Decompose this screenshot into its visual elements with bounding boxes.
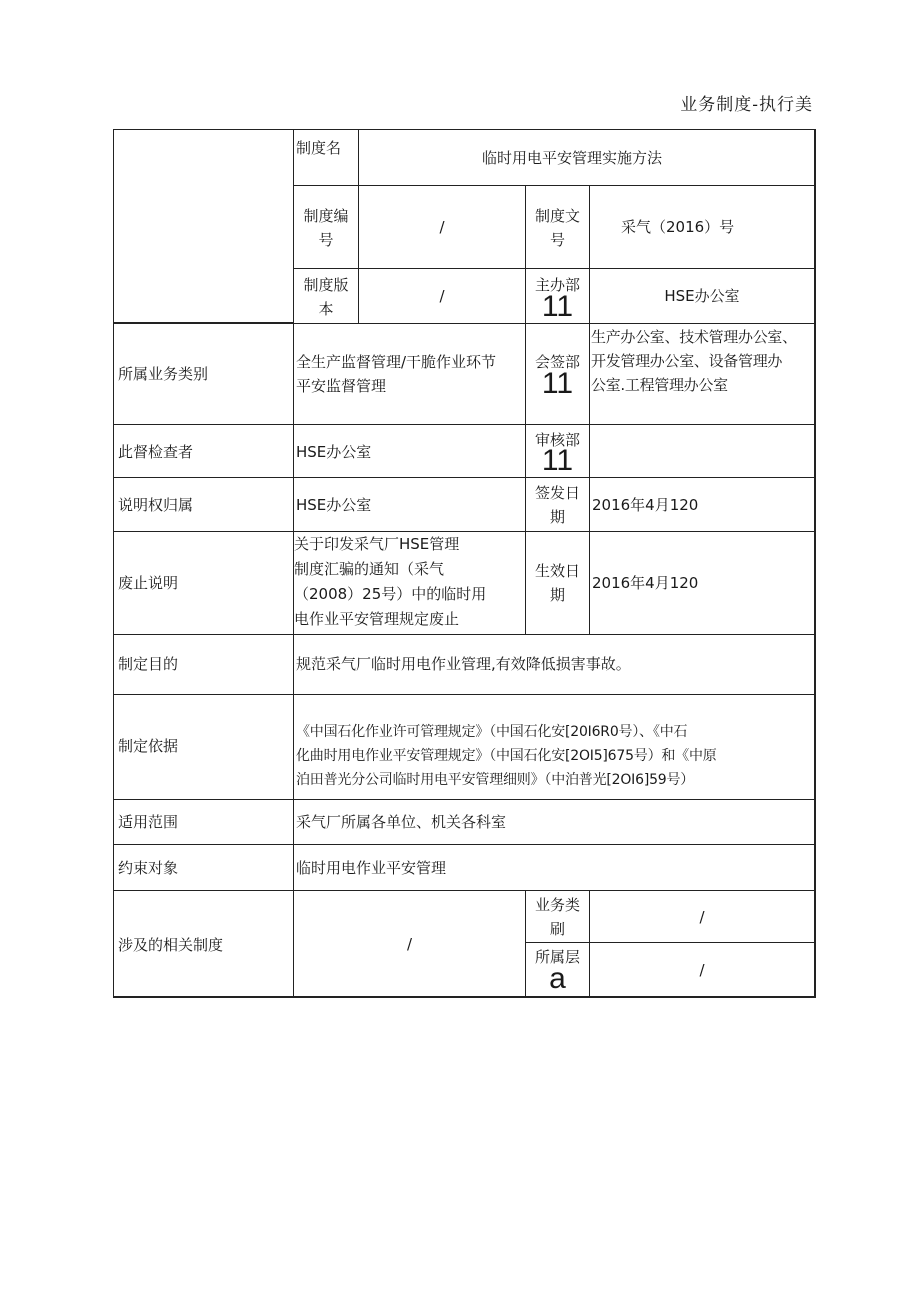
review-label-cell bbox=[525, 424, 590, 478]
interp-label-cell bbox=[113, 477, 294, 532]
blank-cell bbox=[113, 129, 294, 323]
issue-date-label-cell bbox=[525, 477, 590, 532]
cosign-value-cell bbox=[589, 323, 815, 425]
issue-date-label: 签发日 期 bbox=[534, 484, 580, 526]
purpose-value: 规范采气厂临时用电作业管理,有效降低损害事故。 bbox=[296, 655, 631, 673]
cosign-label: 会签部 bbox=[534, 353, 580, 371]
object-label-cell bbox=[113, 844, 294, 891]
name-label: 制度名 bbox=[296, 139, 342, 157]
host-dept-value-cell bbox=[589, 268, 815, 324]
level-label: 所属层 bbox=[534, 948, 580, 966]
scope-value: 采气厂所属各单位、机关各科室 bbox=[296, 813, 507, 831]
effective-value-cell bbox=[589, 531, 815, 635]
effective-label: 生效日 期 bbox=[534, 562, 580, 604]
supervisor-value: HSE办公室 bbox=[296, 443, 372, 461]
abolish-label-cell bbox=[113, 531, 294, 635]
basis-label: 制定依据 bbox=[118, 737, 179, 755]
number-value: / bbox=[439, 218, 445, 236]
version-value: / bbox=[439, 287, 445, 305]
interp-value-cell bbox=[293, 477, 526, 532]
cosign-label-cell bbox=[525, 323, 590, 425]
doc-no-value: 采气（2016）号 bbox=[621, 218, 735, 236]
number-label-cell bbox=[293, 185, 359, 269]
level-label-cell bbox=[525, 942, 590, 997]
supervisor-label: 此督检查者 bbox=[118, 443, 194, 461]
object-value: 临时用电作业平安管理 bbox=[296, 859, 447, 877]
related-value-cell bbox=[293, 890, 526, 997]
biz-type-value: / bbox=[699, 908, 705, 926]
name-label-cell bbox=[293, 129, 359, 186]
purpose-value-cell bbox=[293, 634, 815, 695]
number-label: 制度编 号 bbox=[303, 207, 349, 249]
basis-label-cell bbox=[113, 694, 294, 800]
related-label-cell bbox=[113, 890, 294, 997]
effective-value: 2016年4月120 bbox=[592, 574, 699, 592]
biz-type-value-cell bbox=[589, 890, 815, 943]
scope-value-cell bbox=[293, 799, 815, 845]
version-label: 制度版 本 bbox=[303, 276, 349, 318]
category-label: 所属业务类别 bbox=[118, 365, 209, 383]
abolish-label: 废止说明 bbox=[118, 574, 179, 592]
issue-date-value-cell bbox=[589, 477, 815, 532]
host-dept-mark: 11 bbox=[541, 290, 574, 323]
cosign-mark: 11 bbox=[541, 367, 574, 400]
scope-label-cell bbox=[113, 799, 294, 845]
number-value-cell bbox=[358, 185, 526, 269]
version-value-cell bbox=[358, 268, 526, 324]
purpose-label: 制定目的 bbox=[118, 655, 179, 673]
object-label: 约束对象 bbox=[118, 859, 179, 877]
scope-label: 适用范围 bbox=[118, 813, 179, 831]
review-label: 审核部 bbox=[534, 431, 580, 449]
category-value: 全生产监督管理/干脆作业环节 平安监督管理 bbox=[296, 353, 497, 395]
biz-type-label-cell bbox=[525, 890, 590, 943]
name-value: 临时用电平安管理实施方法 bbox=[482, 149, 663, 167]
basis-value-cell bbox=[293, 694, 815, 800]
related-value: / bbox=[406, 935, 413, 953]
doc-no-value-cell bbox=[589, 185, 815, 269]
basis-value: 《中国石化作业许可管理规定》（中国石化安[20I6R0号）、《中石 化曲时用电作业平安管理规定》（中国石化安[2OI5]675号）和《中原 泊田普光分公司临时用电平安管理细则》（中泊普光[2OI6]59号） bbox=[296, 724, 717, 788]
host-dept-label-cell bbox=[525, 268, 590, 324]
category-value-cell bbox=[293, 323, 526, 425]
related-label: 涉及的相关制度 bbox=[118, 936, 224, 954]
supervisor-label-cell bbox=[113, 424, 294, 478]
abolish-value: 关于印发采气厂HSE管理 制度汇骗的通知（采气 （2008）25号）中的临时用 电作业平安管理规定废止 bbox=[294, 535, 487, 628]
category-label-cell bbox=[113, 323, 294, 425]
review-mark: 11 bbox=[541, 444, 574, 477]
abolish-value-cell bbox=[293, 531, 526, 635]
doc-no-label: 制度文 号 bbox=[534, 207, 580, 249]
object-value-cell bbox=[293, 844, 815, 891]
level-value-cell bbox=[589, 942, 815, 997]
effective-label-cell bbox=[525, 531, 590, 635]
review-value-cell bbox=[589, 424, 815, 478]
name-value-cell bbox=[358, 129, 815, 186]
level-value: / bbox=[699, 961, 705, 979]
host-dept-label: 主办部 bbox=[534, 276, 580, 294]
biz-type-label: 业务类 刷 bbox=[534, 896, 580, 938]
document-type-header: 业务制度-执行美 bbox=[680, 95, 813, 115]
interp-label: 说明权归属 bbox=[118, 496, 194, 514]
interp-value: HSE办公室 bbox=[296, 496, 372, 514]
doc-no-label-cell bbox=[525, 185, 590, 269]
issue-date-value: 2016年4月120 bbox=[592, 496, 699, 514]
cosign-value: 生产办公室、技术管理办公室、 开发管理办公室、设备管理办 公室.工程管理办公室 bbox=[591, 328, 797, 394]
level-mark: a bbox=[549, 962, 566, 995]
host-dept-value: HSE办公室 bbox=[664, 287, 740, 305]
purpose-label-cell bbox=[113, 634, 294, 695]
supervisor-value-cell bbox=[293, 424, 526, 478]
version-label-cell bbox=[293, 268, 359, 324]
